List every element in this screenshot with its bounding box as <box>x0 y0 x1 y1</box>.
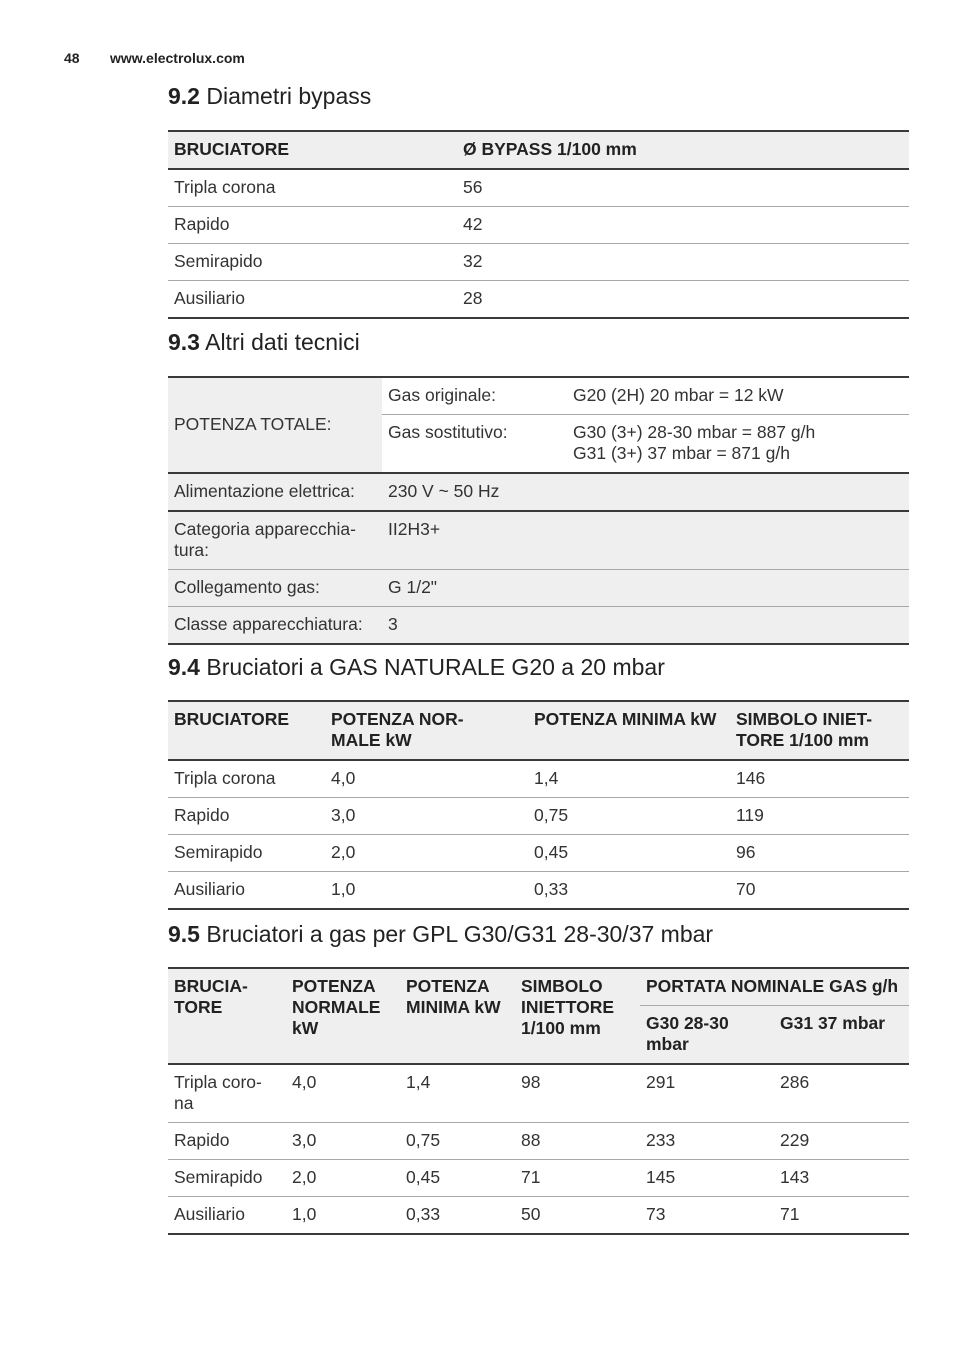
table-cell: 1,0 <box>325 872 528 910</box>
section-9-3-title <box>168 328 360 356</box>
table-cell: 70 <box>730 872 909 910</box>
table-cell: G20 (2H) 20 mbar = 12 kW <box>567 377 909 415</box>
table-cell: 2,0 <box>325 835 528 872</box>
table-cell: POTENZA TOTALE: <box>168 377 382 473</box>
section-title-text: Bruciatori a gas per GPL G30/G31 28-30/37 mbar <box>206 921 714 947</box>
page-number: 48 <box>64 50 80 66</box>
table-cell: Rapido <box>168 798 325 835</box>
table-cell: Tripla corona <box>168 760 325 798</box>
column-header: POTENZA NORMALE kW <box>286 968 400 1064</box>
table-cell: Collegamento gas: <box>168 570 382 607</box>
table-cell: 1,4 <box>400 1064 515 1123</box>
table-cell: 0,45 <box>400 1160 515 1197</box>
table-row <box>168 281 909 319</box>
table-cell: 145 <box>640 1160 774 1197</box>
page-header <box>64 50 245 66</box>
table-cell: 3 <box>382 607 909 645</box>
column-header: BRUCIATORE <box>168 701 325 760</box>
table-cell: Semirapido <box>168 835 325 872</box>
table-cell: 96 <box>730 835 909 872</box>
table-row <box>168 473 909 511</box>
table-row <box>168 207 909 244</box>
table-cell: Gas originale: <box>382 377 567 415</box>
table-row <box>168 835 909 872</box>
table-cell: Rapido <box>168 1123 286 1160</box>
table-cell: Ausiliario <box>168 281 457 319</box>
table-row <box>168 244 909 281</box>
table-row <box>168 1064 909 1123</box>
table-row <box>168 377 909 415</box>
table-cell: 42 <box>457 207 909 244</box>
table-cell: 3,0 <box>286 1123 400 1160</box>
table-cell: 4,0 <box>325 760 528 798</box>
table-cell: 233 <box>640 1123 774 1160</box>
table-cell: 143 <box>774 1160 909 1197</box>
table-row <box>168 607 909 645</box>
table-cell: 71 <box>515 1160 640 1197</box>
section-number: 9.2 <box>168 83 200 109</box>
table-row <box>168 798 909 835</box>
column-header: SIMBOLO INIET-TORE 1/100 mm <box>730 701 909 760</box>
table-row <box>168 1160 909 1197</box>
section-title-text: Altri dati tecnici <box>205 329 360 355</box>
table-cell: Gas sostitutivo: <box>382 415 567 474</box>
table-row <box>168 169 909 207</box>
table-cell: 3,0 <box>325 798 528 835</box>
table-row <box>168 511 909 570</box>
cell-line: G30 (3+) 28-30 mbar = 887 g/h <box>573 422 816 442</box>
table-cell: 0,45 <box>528 835 730 872</box>
site-url: www.electrolux.com <box>110 50 245 66</box>
column-header: BRUCIA-TORE <box>168 968 286 1064</box>
table-cell: 98 <box>515 1064 640 1123</box>
column-subheader: G30 28-30 mbar <box>640 1006 774 1065</box>
column-header: BRUCIATORE <box>168 131 457 169</box>
section-title-text: Bruciatori a GAS NATURALE G20 a 20 mbar <box>206 654 665 680</box>
section-number: 9.5 <box>168 921 200 947</box>
table-cell: Ausiliario <box>168 872 325 910</box>
table-cell: 0,75 <box>400 1123 515 1160</box>
table-cell: Tripla coro-na <box>168 1064 286 1123</box>
table-cell: Rapido <box>168 207 457 244</box>
table-cell: II2H3+ <box>382 511 909 570</box>
table-header-row <box>168 701 909 760</box>
table-cell: 0,33 <box>528 872 730 910</box>
table-cell: 229 <box>774 1123 909 1160</box>
table-cell: 50 <box>515 1197 640 1235</box>
table-row <box>168 570 909 607</box>
table-cell: 286 <box>774 1064 909 1123</box>
table-header-row <box>168 131 909 169</box>
table-cell: Semirapido <box>168 244 457 281</box>
table-cell: Alimentazione elettrica: <box>168 473 382 511</box>
section-9-5-title <box>168 920 713 948</box>
column-header: SIMBOLO INIETTORE 1/100 mm <box>515 968 640 1064</box>
table-cell: 73 <box>640 1197 774 1235</box>
table-cell: 146 <box>730 760 909 798</box>
column-subheader: G31 37 mbar <box>774 1006 909 1065</box>
table-cell: 291 <box>640 1064 774 1123</box>
table-cell: 88 <box>515 1123 640 1160</box>
table-cell: 0,75 <box>528 798 730 835</box>
table-row <box>168 1123 909 1160</box>
column-header: POTENZA MINIMA kW <box>528 701 730 760</box>
table-cell: Categoria apparecchia-tura: <box>168 511 382 570</box>
table-cell: Tripla corona <box>168 169 457 207</box>
table-cell: Classe apparecchiatura: <box>168 607 382 645</box>
bypass-table <box>168 130 909 319</box>
table-cell: 0,33 <box>400 1197 515 1235</box>
table-cell: 28 <box>457 281 909 319</box>
section-number: 9.3 <box>168 329 200 355</box>
table-cell: 4,0 <box>286 1064 400 1123</box>
table-row <box>168 760 909 798</box>
table-cell <box>567 415 909 474</box>
cell-line: G31 (3+) 37 mbar = 871 g/h <box>573 443 790 463</box>
table-cell: 230 V ~ 50 Hz <box>382 473 909 511</box>
table-cell: 32 <box>457 244 909 281</box>
section-9-2-title <box>168 82 371 110</box>
section-title-text: Diametri bypass <box>206 83 372 109</box>
lpg-burners-table <box>168 967 909 1235</box>
section-9-4-title <box>168 653 665 681</box>
natural-gas-burners-table <box>168 700 909 910</box>
table-cell: 56 <box>457 169 909 207</box>
table-cell: 1,4 <box>528 760 730 798</box>
table-cell: 119 <box>730 798 909 835</box>
technical-data-table <box>168 376 909 645</box>
column-header: POTENZA MINIMA kW <box>400 968 515 1064</box>
table-row <box>168 1197 909 1235</box>
table-cell: Semirapido <box>168 1160 286 1197</box>
column-header: PORTATA NOMINALE GAS g/h <box>640 968 909 1006</box>
table-cell: G 1/2" <box>382 570 909 607</box>
column-header: POTENZA NOR-MALE kW <box>325 701 528 760</box>
table-cell: 71 <box>774 1197 909 1235</box>
column-header: Ø BYPASS 1/100 mm <box>457 131 909 169</box>
table-cell: 1,0 <box>286 1197 400 1235</box>
section-number: 9.4 <box>168 654 200 680</box>
table-cell: Ausiliario <box>168 1197 286 1235</box>
table-header-row <box>168 968 909 1006</box>
table-cell: 2,0 <box>286 1160 400 1197</box>
table-row <box>168 872 909 910</box>
